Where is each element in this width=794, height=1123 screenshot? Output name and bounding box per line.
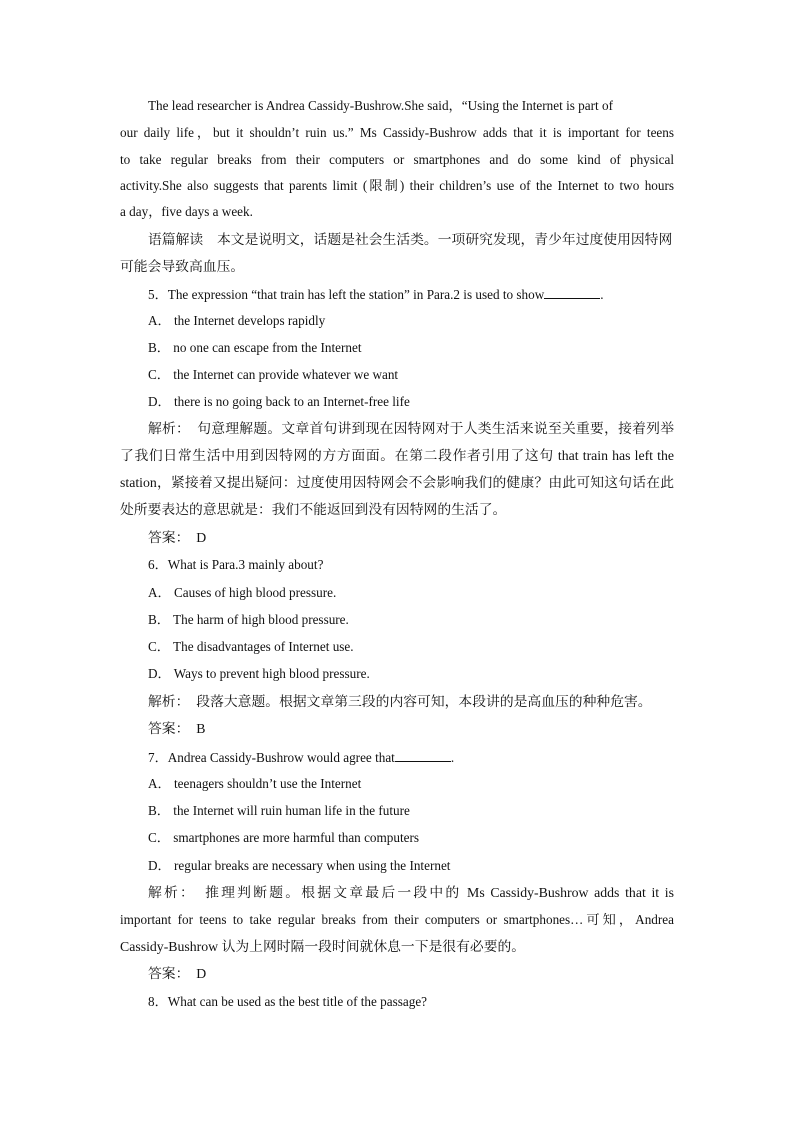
- question-5-explanation-1: 解析： 句意理解题。文章首句讲到现在因特网对于人类生活来说至关重要，接着列举: [148, 421, 674, 436]
- question-7-option-d: D． regular breaks are necessary when using the Internet: [148, 858, 451, 873]
- question-5-text: 5．The expression “that train has left the station” in Para.2 is used to show: [148, 287, 545, 302]
- question-7-option-a: A． teenagers shouldn’t use the Internet: [148, 776, 362, 791]
- passage-line-1: The lead researcher is Andrea Cassidy-Bushrow.She said，“Using the Internet is part of: [148, 98, 613, 113]
- question-5-explanation-4: 处所要表达的意思就是：我们不能返回到没有因特网的生活了。: [120, 502, 507, 517]
- question-6-answer: 答案： B: [148, 721, 206, 736]
- question-7-explanation-2: important for teens to take regular breaks from their computers or smartphones…可知，Andrea: [120, 912, 674, 927]
- question-5-option-c: C． the Internet can provide whatever we want: [148, 367, 399, 382]
- answer-blank: [395, 749, 451, 762]
- question-7-explanation-1: 解析： 推理判断题。根据文章最后一段中的 Ms Cassidy-Bushrow adds that it is: [148, 885, 674, 900]
- passage-line-3: to take regular breaks from their computers or smartphones and do some kind of physical: [120, 152, 674, 167]
- question-5-option-d: D． there is no going back to an Internet-free life: [148, 394, 410, 409]
- question-7-stem-end: .: [450, 750, 455, 765]
- question-6-option-c: C． The disadvantages of Internet use.: [148, 639, 354, 654]
- question-5-answer: 答案： D: [148, 530, 207, 545]
- passage-line-2: our daily life，but it shouldn’t ruin us.” Ms Cassidy-Bushrow adds that it is important for teens: [120, 125, 674, 140]
- question-7-stem: [148, 749, 454, 766]
- question-6-stem: 6．What is Para.3 mainly about?: [148, 557, 324, 572]
- question-5-stem-end: .: [600, 287, 604, 302]
- question-5-explanation-3: station，紧接着又提出疑问：过度使用因特网会不会影响我们的健康？由此可知这句话在此: [120, 475, 674, 490]
- question-6-option-d: D． Ways to prevent high blood pressure.: [148, 666, 370, 681]
- question-5-explanation-2: 了我们日常生活中用到因特网的方方面面。在第二段作者引用了这句 that train has left the: [120, 448, 674, 463]
- answer-blank: [544, 286, 600, 299]
- reading-summary-line-1: 语篇解读 本文是说明文，话题是社会生活类。一项研究发现，青少年过度使用因特网: [148, 232, 673, 247]
- question-7-option-b: B． the Internet will ruin human life in the future: [148, 803, 410, 818]
- question-7-option-c: C． smartphones are more harmful than computers: [148, 830, 420, 845]
- question-6-explanation-1: 解析： 段落大意题。根据文章第三段的内容可知，本段讲的是高血压的种种危害。: [148, 694, 652, 709]
- passage-line-5: a day，five days a week.: [120, 204, 253, 219]
- question-7-text: 7．Andrea Cassidy-Bushrow would agree that: [148, 750, 395, 765]
- passage-line-4: activity.She also suggests that parents limit (限制) their children’s use of the Internet to two hours: [120, 178, 674, 193]
- question-6-option-b: B． The harm of high blood pressure.: [148, 612, 349, 627]
- question-7-explanation-3: Cassidy-Bushrow 认为上网时隔一段时间就休息一下是很有必要的。: [120, 939, 526, 954]
- question-5-option-b: B． no one can escape from the Internet: [148, 340, 362, 355]
- question-6-option-a: A． Causes of high blood pressure.: [148, 585, 337, 600]
- question-5-stem: [148, 286, 604, 303]
- reading-summary-line-2: 可能会导致高血压。: [120, 259, 245, 274]
- question-5-option-a: A． the Internet develops rapidly: [148, 313, 326, 328]
- question-7-answer: 答案： D: [148, 966, 207, 981]
- question-8-stem: 8．What can be used as the best title of the passage?: [148, 994, 428, 1009]
